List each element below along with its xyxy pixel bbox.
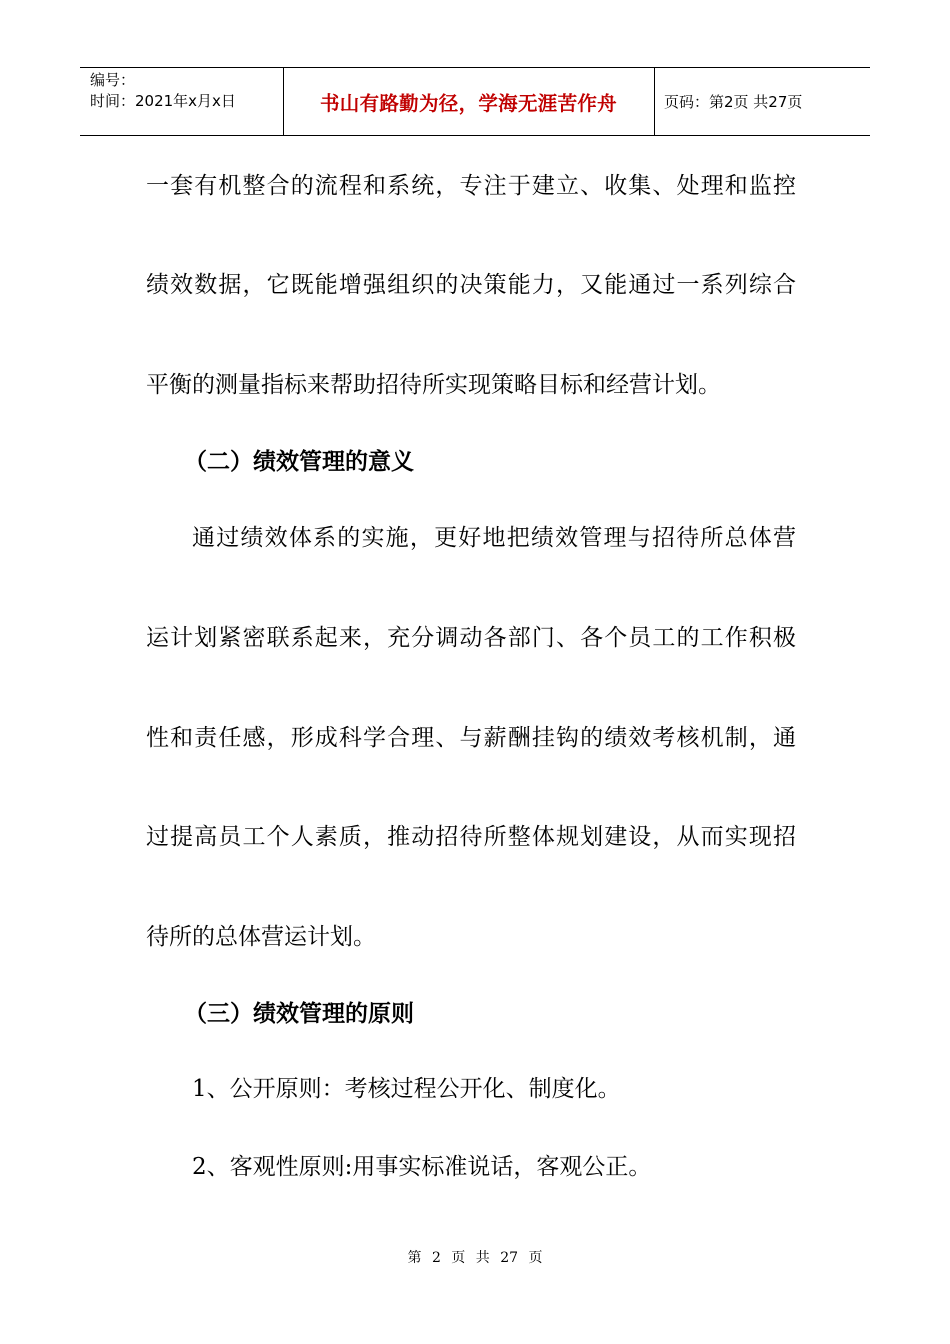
principle-item-2: 2、客观性原则:用事实标准说话，客观公正。 xyxy=(192,1154,652,1180)
body-line-9: 待所的总体营运计划。 xyxy=(146,924,376,950)
header-divider-right xyxy=(654,68,655,135)
body-line-8: 过提高员工个人素质，推动招待所整体规划建设，从而实现招 xyxy=(146,824,796,850)
document-date: 时间：2021年x月x日 xyxy=(90,92,236,110)
body-line-7: 性和责任感，形成科学合理、与薪酬挂钩的绩效考核机制，通 xyxy=(146,725,796,751)
body-line-5: 通过绩效体系的实施，更好地把绩效管理与招待所总体营 xyxy=(192,525,796,551)
body-line-2: 绩效数据，它既能增强组织的决策能力，又能通过一系列综合 xyxy=(146,272,796,298)
page-header xyxy=(80,67,870,136)
body-line-3: 平衡的测量指标来帮助招待所实现策略目标和经营计划。 xyxy=(146,372,721,398)
section-heading-principles: （三）绩效管理的原则 xyxy=(184,1000,414,1027)
header-meta xyxy=(90,70,236,112)
body-line-6: 运计划紧密联系起来，充分调动各部门、各个员工的工作积极 xyxy=(146,625,796,651)
header-page-info: 页码：第2页 共27页 xyxy=(664,93,803,111)
body-line-1: 一套有机整合的流程和系统，专注于建立、收集、处理和监控 xyxy=(146,173,796,199)
page-footer: 第 2 页 共 27 页 xyxy=(407,1250,543,1266)
document-number-label: 编号： xyxy=(90,71,136,89)
header-motto: 书山有路勤为径，学海无涯苦作舟 xyxy=(319,91,617,115)
principle-item-1: 1、公开原则：考核过程公开化、制度化。 xyxy=(192,1076,621,1102)
section-heading-significance: （二）绩效管理的意义 xyxy=(184,448,414,475)
